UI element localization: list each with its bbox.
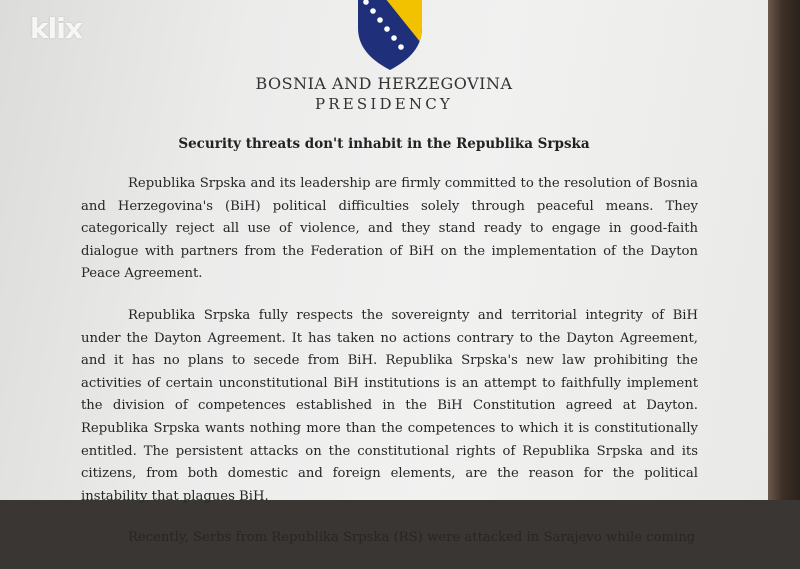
country-header: BOSNIA AND HERZEGOVINA: [255, 74, 513, 93]
document-title: Security threats don't inhabit in the Republika Srpska: [178, 136, 590, 152]
paragraph: Republika Srpska fully respects the sovereignty and territorial integrity of BiH under the Dayton Agreement. It has taken no actions contrary to the Dayton Agreement, and it has no plans to secede from BiH. Republika Srpska's new law prohibiting the activities of certain unconstitutional BiH institutions is an attempt to faithfully implement the division of competences established in the BiH Constitution agreed at Dayton. Republika Srpska wants nothing more than the competences to which it is constitutionally entitled. The persistent attacks on the constitutional rights of Republika Srpska and its citizens, from both domestic and foreign elements, are the reason for the political instability that plagues BiH.: [81, 307, 698, 504]
background-edge: [768, 0, 800, 500]
klix-watermark-logo: klix: [30, 12, 82, 45]
coat-of-arms-icon: [355, 0, 425, 70]
paragraph: Republika Srpska and its leadership are firmly committed to the resolution of Bosnia and Herzegovina's (BiH) political difficulties solely through peaceful means. They categorically reject all use of violence, and they stand ready to engage in good-faith dialogue with partners from the Federation of BiH on the implementation of the Dayton Peace Agreement.: [81, 176, 698, 282]
document-body: [81, 173, 698, 569]
office-header: PRESIDENCY: [314, 95, 454, 113]
paragraph: Recently, Serbs from Republika Srpska (RS) were attacked in Sarajevo while coming: [128, 530, 696, 546]
